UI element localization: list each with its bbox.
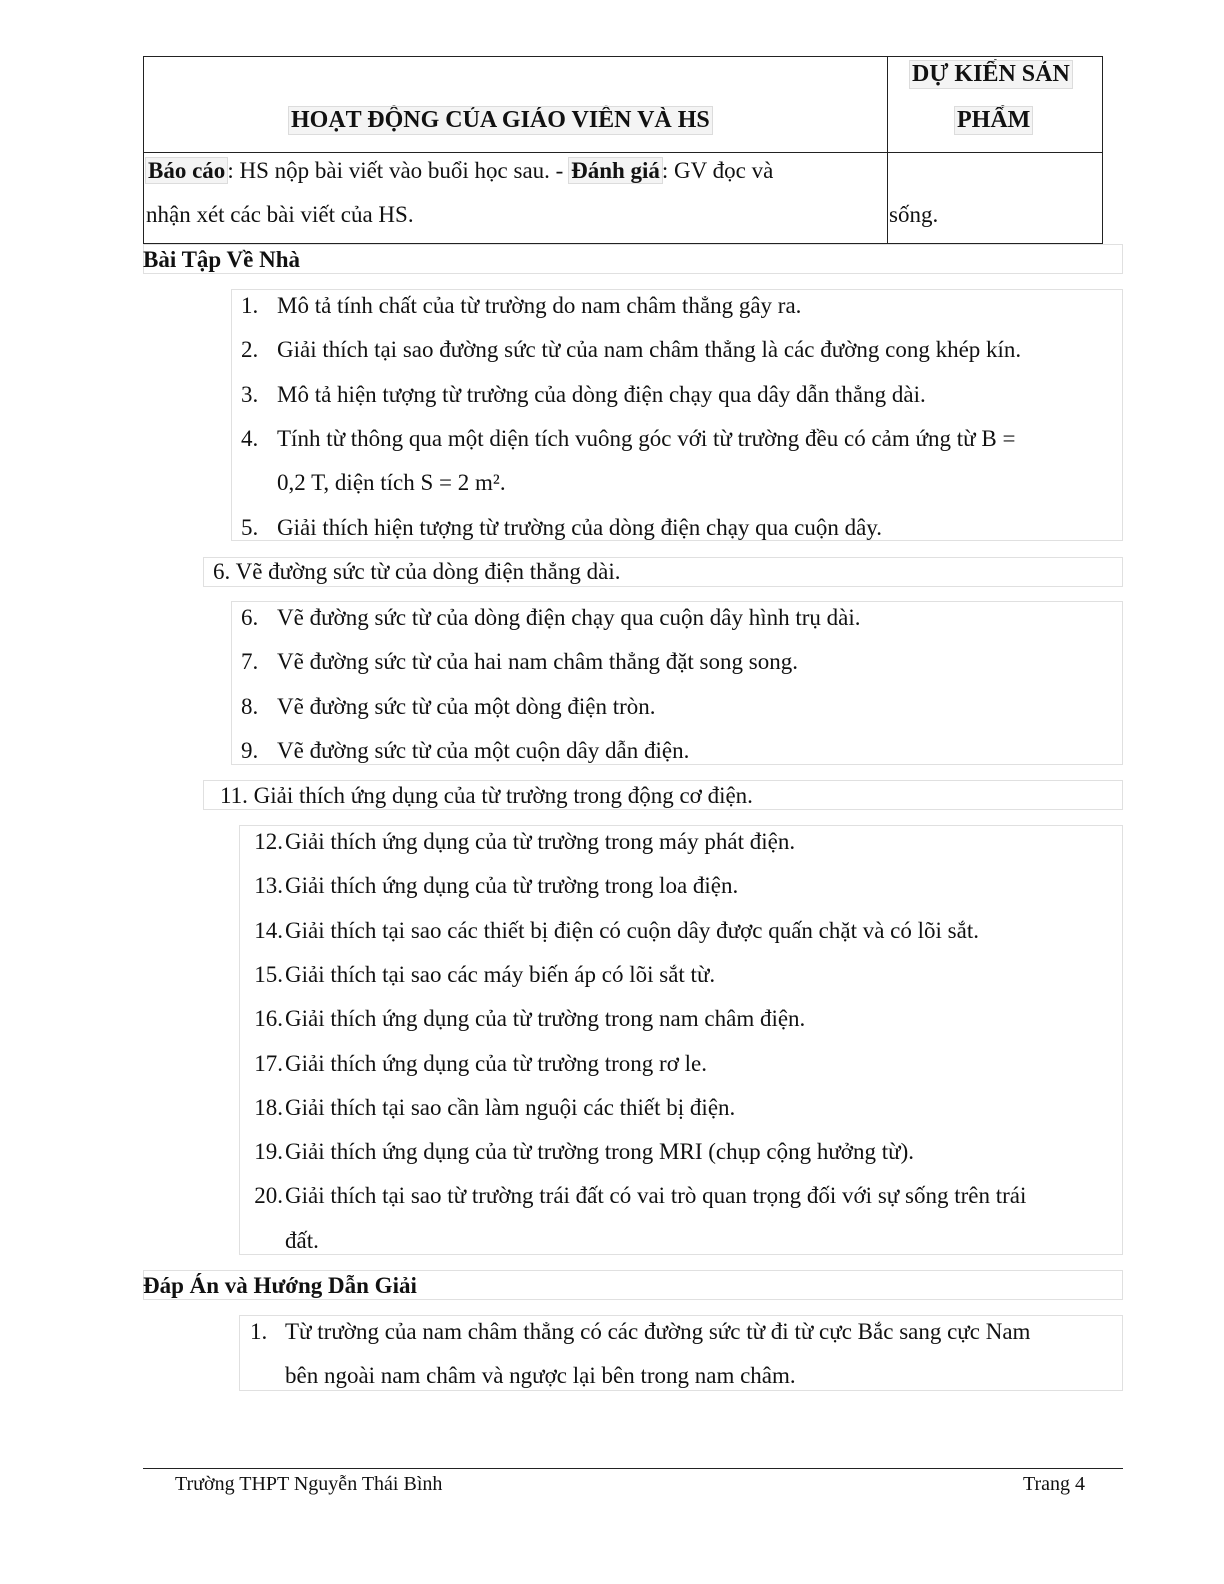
list-item-number: 19. <box>254 1139 283 1165</box>
item6-standalone: 6. Vẽ đường sức từ của dòng điện thẳng dài. <box>213 559 621 584</box>
list-item-number: 17. <box>254 1050 283 1076</box>
list-item-number: 12. <box>254 829 283 854</box>
list-item: Giải thích ứng dụng của từ trường trong máy phát điện. <box>285 829 796 854</box>
answers-title: Đáp Án và Hướng Dẫn Giải <box>143 1273 417 1298</box>
eval-text: : GV đọc và <box>661 158 774 183</box>
list-item: 0,2 T, diện tích S = 2 m². <box>277 470 506 496</box>
list-item-number: 7. <box>241 649 259 675</box>
list-item: Giải thích ứng dụng của từ trường trong loa điện. <box>285 873 739 899</box>
list-item-number: 18. <box>254 1094 283 1120</box>
list-item: Giải thích tại sao cần làm nguội các thiết bị điện. <box>285 1094 736 1120</box>
list-item: Giải thích tại sao từ trường trái đất có vai trò quan trọng đối với sự sống trên trái <box>285 1183 1027 1209</box>
col2-header-line2: PHẨM <box>957 107 1031 133</box>
list-item-number: 20. <box>254 1183 283 1209</box>
list-item: đất. <box>285 1227 319 1253</box>
col2-header-line1: DỰ KIẾN SẢN <box>912 61 1070 87</box>
list-item: Giải thích hiện tượng từ trường của dòng điện chạy qua cuộn dây. <box>277 514 883 540</box>
col1-header: HOẠT ĐỘNG CỦA GIÁO VIÊN VÀ HS <box>291 107 710 133</box>
table-row-line1 <box>146 149 773 193</box>
list-item-number: 5. <box>241 514 259 540</box>
list-item: Giải thích ứng dụng của từ trường trong nam châm điện. <box>285 1006 806 1032</box>
footer-page-number: Trang 4 <box>1023 1473 1086 1495</box>
list-item-number: 15. <box>254 961 283 987</box>
footer-school: Trường THPT Nguyễn Thái Bình <box>175 1473 443 1495</box>
report-text: : HS nộp bài viết vào buổi học sau. - <box>227 158 564 183</box>
report-label: Báo cáo <box>148 158 226 183</box>
table-row-line2: nhận xét các bài viết của HS. <box>146 202 414 227</box>
list-item: Giải thích ứng dụng của từ trường trong rơ le. <box>285 1050 707 1076</box>
list-item: Vẽ đường sức từ của một dòng điện tròn. <box>277 693 656 719</box>
list-item-number: 1. <box>250 1319 268 1344</box>
list-item-number: 9. <box>241 737 259 763</box>
list-item: Giải thích tại sao các máy biến áp có lõi sắt từ. <box>285 961 716 987</box>
list-item-number: 8. <box>241 693 259 719</box>
eval-label: Đánh giá <box>571 158 660 183</box>
list-item: Giải thích tại sao các thiết bị điện có cuộn dây được quấn chặt và có lõi sắt. <box>285 917 979 943</box>
list-item: Vẽ đường sức từ của hai nam châm thẳng đặt song song. <box>277 649 798 675</box>
list-item-number: 16. <box>254 1006 283 1032</box>
list-item-number: 6. <box>241 605 259 630</box>
list-item: Giải thích ứng dụng của từ trường trong MRI (chụp cộng hưởng từ). <box>285 1139 914 1165</box>
item11-standalone: 11. Giải thích ứng dụng của từ trường trong động cơ điện. <box>220 783 753 808</box>
list-item-number: 3. <box>241 381 259 407</box>
list-item: Tính từ thông qua một diện tích vuông góc với từ trường đều có cảm ứng từ B = <box>277 425 1016 451</box>
list-item: bên ngoài nam châm và ngược lại bên trong nam châm. <box>285 1363 796 1389</box>
footer-divider <box>143 1468 1123 1469</box>
activity-table <box>143 56 1103 244</box>
list-item-number: 13. <box>254 873 283 899</box>
homework-title: Bài Tập Về Nhà <box>143 247 301 272</box>
list-item: Mô tả hiện tượng từ trường của dòng điện chạy qua dây dẫn thẳng dài. <box>277 381 926 407</box>
list-item: Từ trường của nam châm thẳng có các đường sức từ đi từ cực Bắc sang cực Nam <box>285 1319 1031 1344</box>
table-col2-text: sống. <box>889 202 939 227</box>
list-item-number: 14. <box>254 917 283 943</box>
list-item-number: 4. <box>241 425 259 451</box>
list-item: Vẽ đường sức từ của một cuộn dây dẫn điện. <box>277 737 690 763</box>
list-item-number: 1. <box>241 293 259 318</box>
list-item: Vẽ đường sức từ của dòng điện chạy qua cuộn dây hình trụ dài. <box>277 605 861 630</box>
list-item-number: 2. <box>241 337 259 363</box>
list-item: Mô tả tính chất của từ trường do nam châm thẳng gây ra. <box>277 293 802 318</box>
list-item: Giải thích tại sao đường sức từ của nam châm thẳng là các đường cong khép kín. <box>277 337 1022 363</box>
